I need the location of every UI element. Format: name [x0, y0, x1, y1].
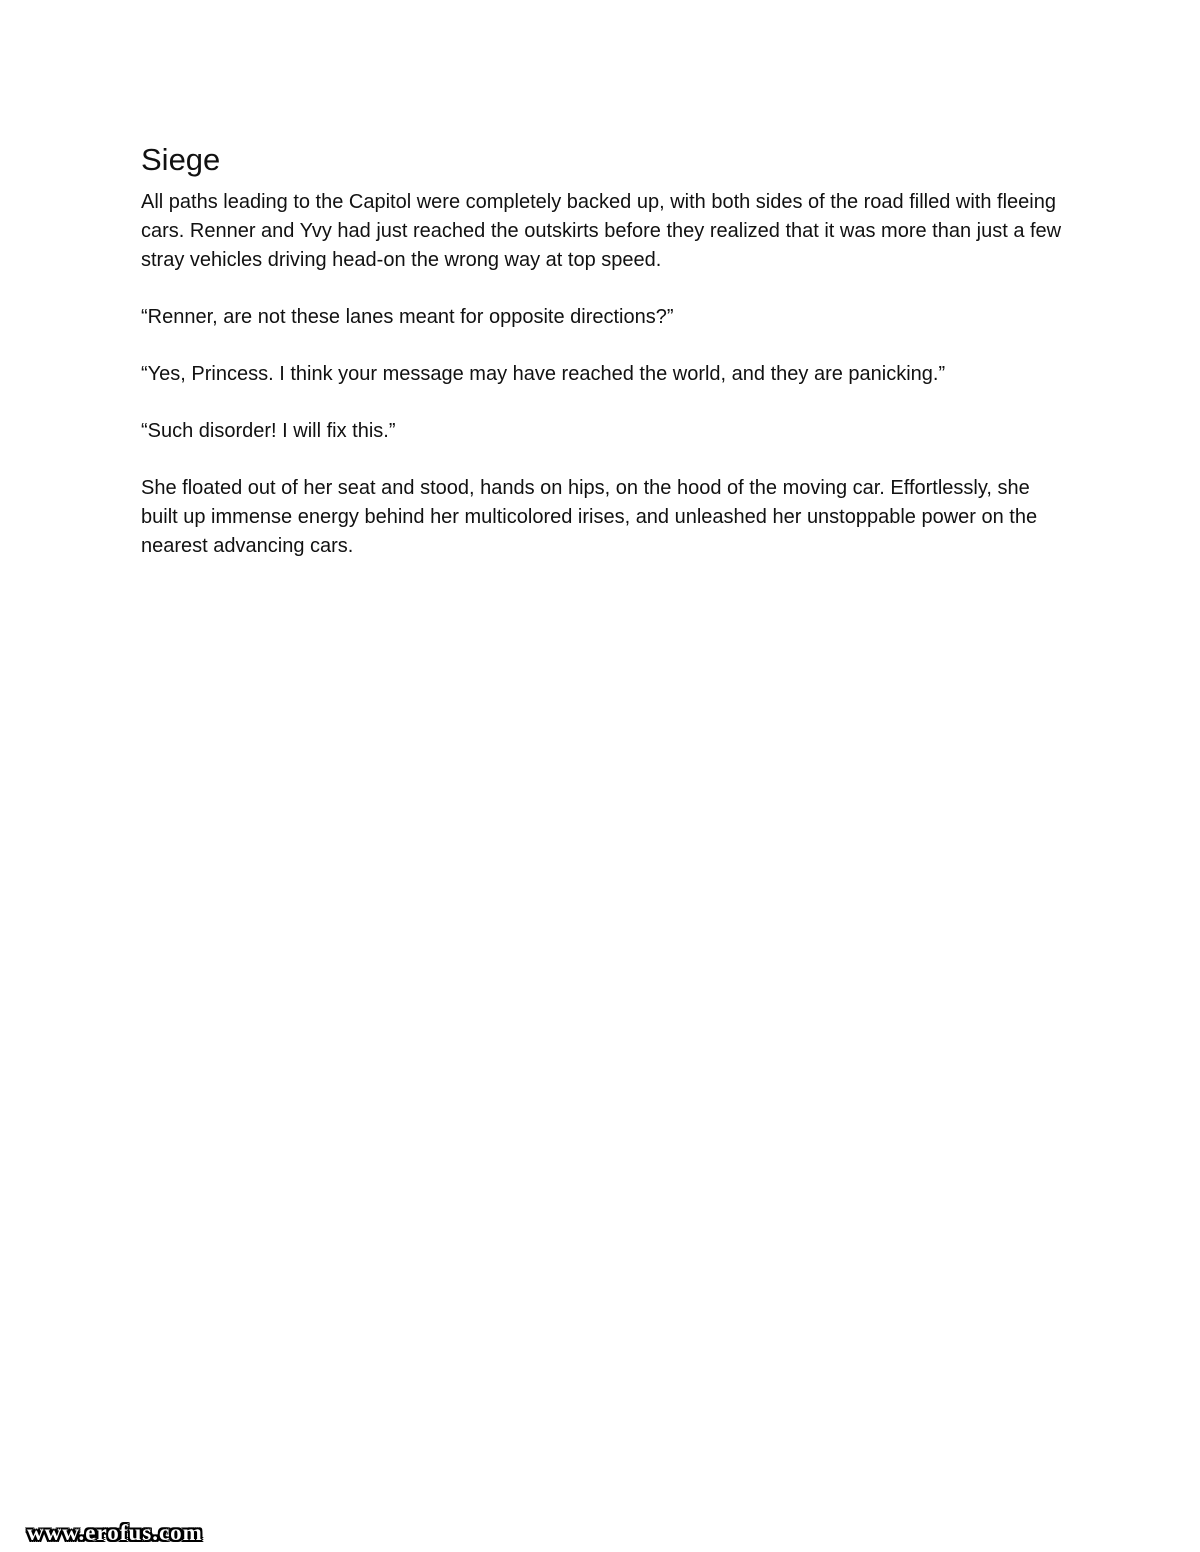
- paragraph-4: “Such disorder! I will fix this.”: [141, 420, 396, 442]
- paragraph-2: “Renner, are not these lanes meant for opposite directions?”: [141, 306, 674, 328]
- paragraph-5: She floated out of her seat and stood, hands on hips, on the hood of the moving car. Effortlessly, she built up immense energy behind her multicolored irises, and unleashed her unstoppable power on the nearest advancing cars.: [141, 477, 1038, 557]
- paragraph-3: “Yes, Princess. I think your message may have reached the world, and they are panicking.”: [141, 363, 946, 385]
- document-title: Siege: [141, 142, 221, 177]
- site-watermark: www.erofus.com: [27, 1520, 203, 1545]
- document-page: [141, 138, 1071, 589]
- paragraph-1: All paths leading to the Capitol were completely backed up, with both sides of the road filled with fleeing cars. Renner and Yvy had just reached the outskirts before they realized that it was more than just a few stray vehicles driving head-on the wrong way at top speed.: [141, 191, 1062, 271]
